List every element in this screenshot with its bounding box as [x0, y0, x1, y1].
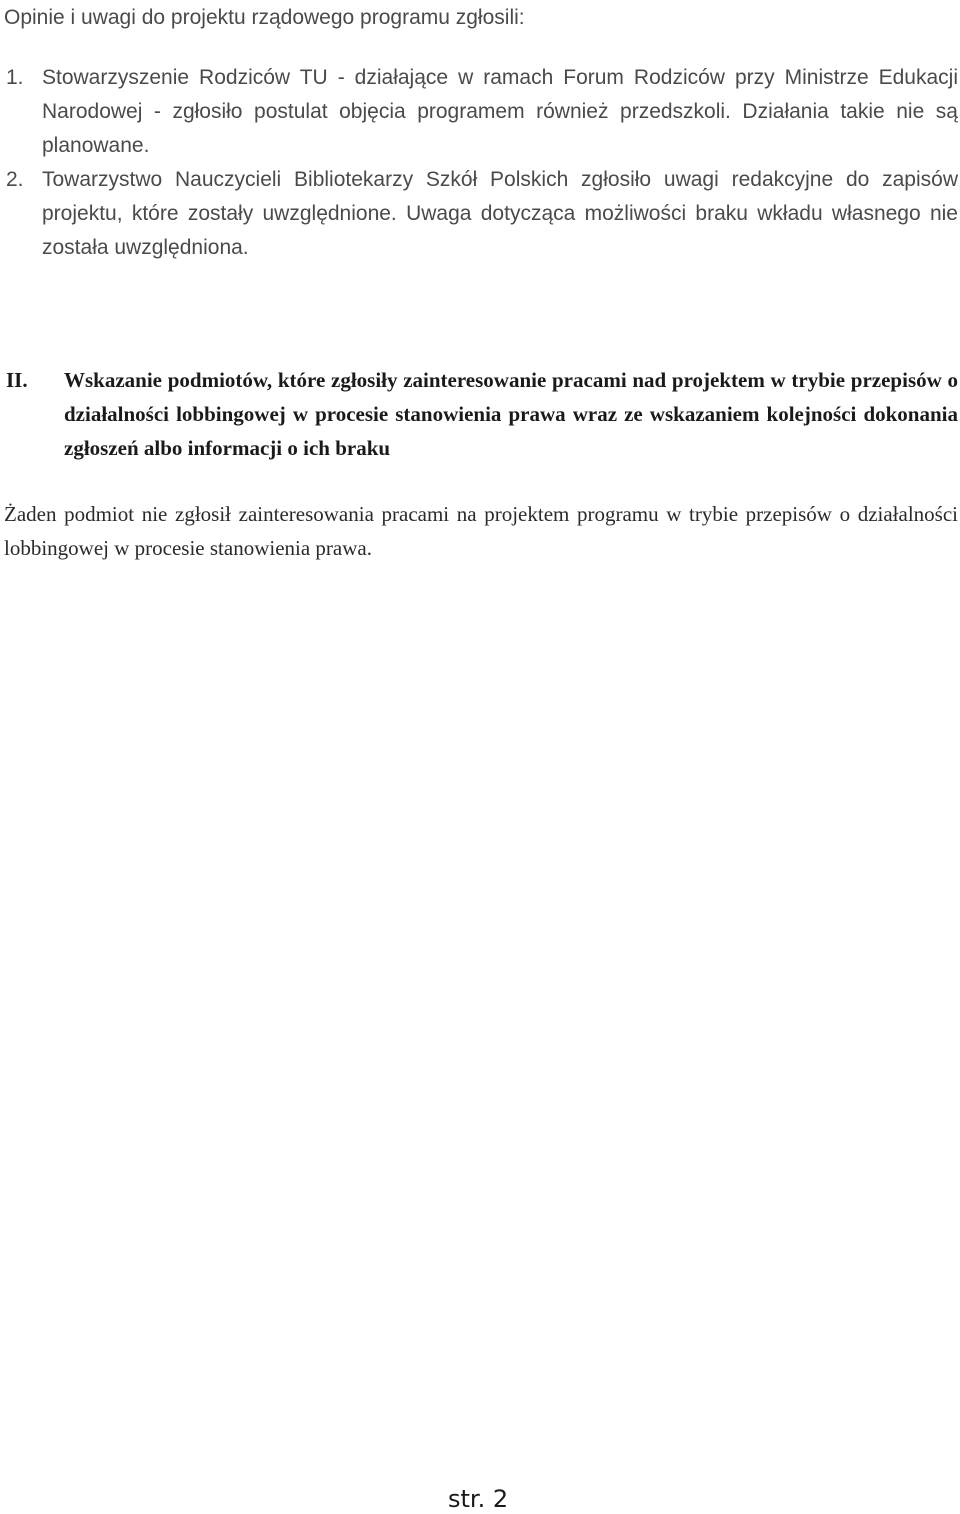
- page-number: str. 2: [448, 1485, 509, 1513]
- section-ii-heading: [6, 363, 958, 465]
- list-item-2: [6, 163, 958, 265]
- section-ii-title: Wskazanie podmiotów, które zgłosiły zainteresowanie pracami nad projektem w trybie przepisów o działalności lobbingowej w procesie stanowienia prawa wraz ze wskazaniem kolejności dokonania zgłoszeń albo informacji o ich braku: [64, 368, 958, 460]
- list-item-2-text: Towarzystwo Nauczycieli Bibliotekarzy Szkół Polskich zgłosiło uwagi redakcyjne do zapisów projektu, które zostały uwzględnione. Uwaga dotycząca możliwości braku wkładu własnego nie została uwzględniona.: [42, 168, 958, 259]
- list-item-1-text: Stowarzyszenie Rodziców TU - działające w ramach Forum Rodziców przy Ministrze Edukacji Narodowej - zgłosiło postulat objęcia programem również przedszkoli. Działania takie nie są planowane.: [42, 66, 958, 157]
- closing-paragraph: Żaden podmiot nie zgłosił zainteresowania pracami na projektem programu w trybie przepisów o działalności lobbingowej w procesie stanowienia prawa.: [4, 502, 958, 560]
- list-item-1: [6, 61, 958, 163]
- section-ii-number: II.: [6, 368, 28, 392]
- intro-line: Opinie i uwagi do projektu rządowego programu zgłosili:: [4, 6, 525, 29]
- list-item-1-number: 1.: [6, 66, 24, 89]
- list-item-2-number: 2.: [6, 168, 24, 191]
